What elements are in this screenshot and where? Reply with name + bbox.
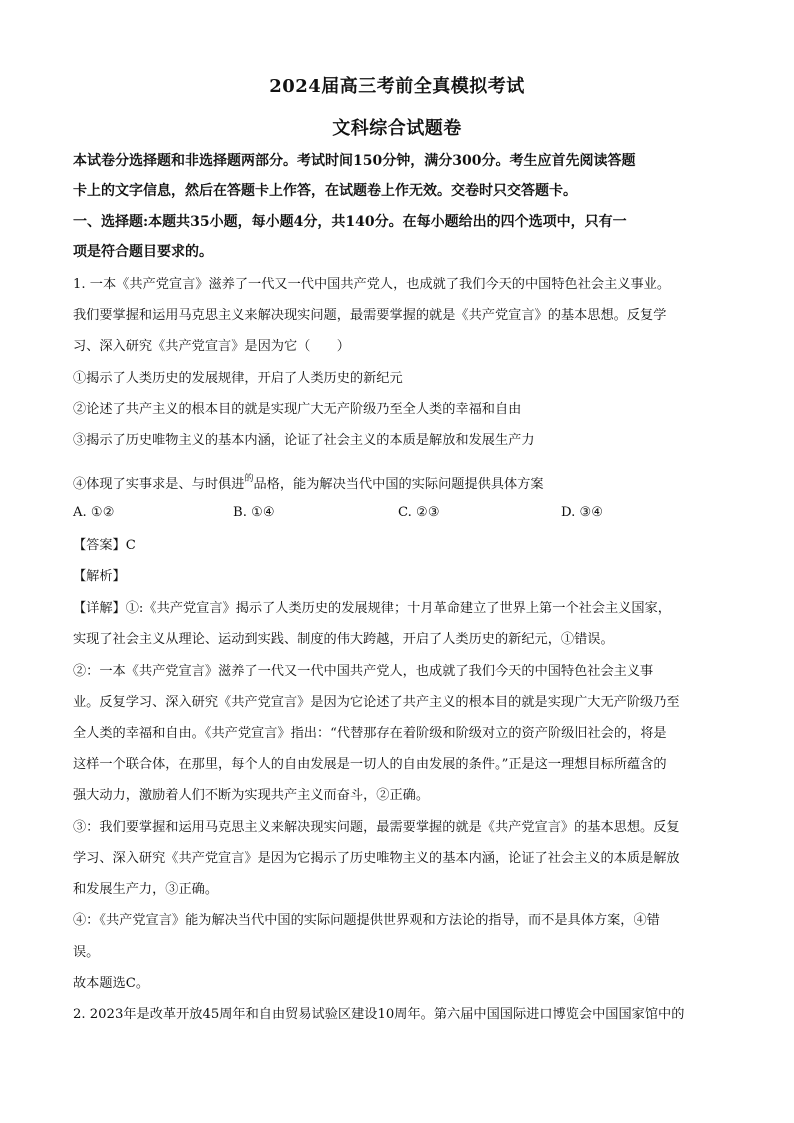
q1-detail-line-6: 这样一个联合体，在那里，每个人的自由发展是一切人的自由发展的条件。”正是这一理想目标所蕴含的	[73, 757, 667, 772]
exam-title: 2024届高三考前全真模拟考试	[269, 76, 525, 97]
q1-detail-line-8: ③：我们要掌握和运用马克思主义来解决现实问题，最需要掌握的就是《共产党宣言》的基本思想。反复	[73, 820, 680, 835]
q1-statement-3: ③揭示了历史唯物主义的基本内涵，论证了社会主义的本质是解放和发展生产力	[73, 433, 535, 448]
q1-detail-line-12: 误。	[73, 945, 100, 960]
detail-text: ①:《共产党宣言》揭示了人类历史的发展规律；十月革命建立了世界上第一个社会主义国家，	[125, 601, 671, 616]
q1-analysis-tag: 【解析】	[73, 569, 126, 584]
q1-detail-line-3: ②：一本《共产党宣言》滋养了一代又一代中国共产党人，也成就了我们今天的中国特色社会主义事	[73, 664, 654, 679]
q1-detail-line-5: 全人类的幸福和自由。《共产党宣言》指出：“代替那存在着阶级和阶级对立的资产阶级旧社会的，将是	[73, 726, 667, 741]
q1-statement-4	[73, 470, 733, 494]
q1-detail-line-2: 实现了社会主义从理论、运动到实践、制度的伟大跨越，开启了人类历史的新纪元，①错误。	[73, 632, 614, 647]
q1-answer	[73, 537, 733, 555]
q1-detail-line-9: 学习、深入研究《共产党宣言》是因为它揭示了历史唯物主义的基本内涵，论证了社会主义的本质是解放	[73, 851, 680, 866]
detail-tag: 【详解】	[73, 601, 126, 616]
q1-detail-line-7: 强大动力，激励着人们不断为实现共产主义而奋斗，②正确。	[73, 788, 430, 803]
q1-stem-line-3: 习、深入研究《共产党宣言》是因为它（ ）	[73, 339, 350, 354]
q1-stem-line-1: 1. 一本《共产党宣言》滋养了一代又一代中国共产党人，也成就了我们今天的中国特色社会主义事业。	[73, 277, 671, 292]
q1-statement-2: ②论述了共产主义的根本目的就是实现广大无产阶级乃至全人类的幸福和自由	[73, 402, 522, 417]
instructions-line-2: 卡上的文字信息，然后在答题卡上作答，在试题卷上作无效。交卷时只交答题卡。	[73, 183, 577, 199]
q1-option-b: B. ①④	[233, 505, 275, 520]
q1-detail-line-1	[73, 600, 733, 618]
q1-statement-4-part-1: ④体现了实事求是、与时俱进	[73, 477, 245, 492]
q1-option-a: A. ①②	[73, 505, 115, 520]
q1-detail-line-11: ④：《共产党宣言》能为解决当代中国的实际问题提供世界观和方法论的指导，而不是具体方案，④错	[73, 913, 660, 928]
q1-statement-4-raised-char: 的	[244, 474, 254, 484]
q1-detail-line-10: 和发展生产力，③正确。	[73, 882, 219, 897]
answer-tag: 【答案】	[73, 538, 126, 553]
instructions-line-1: 本试卷分选择题和非选择题两部分。考试时间150分钟，满分300分。考生应首先阅读答题	[73, 153, 636, 169]
q1-stem-line-2: 我们要掌握和运用马克思主义来解决现实问题，最需要掌握的就是《共产党宣言》的基本思想。反复学	[73, 308, 667, 323]
q1-conclusion: 故本题选C。	[73, 976, 150, 991]
section-heading-line-2: 项是符合题目要求的。	[73, 244, 213, 260]
q1-option-c: C. ②③	[398, 505, 440, 520]
q1-statement-4-part-2: 品格，能为解决当代中国的实际问题提供具体方案	[253, 477, 544, 492]
section-heading-line-1: 一、选择题:本题共35小题，每小题4分，共140分。在每小题给出的四个选项中，只有一	[73, 214, 627, 230]
q1-statement-1: ①揭示了人类历史的发展规律，开启了人类历史的新纪元	[73, 371, 403, 386]
exam-subtitle: 文科综合试题卷	[332, 118, 462, 139]
answer-value: C	[125, 538, 136, 553]
q1-option-d: D. ③④	[561, 505, 604, 520]
q2-stem-line-1: 2. 2023年是改革开放45周年和自由贸易试验区建设10周年。第六届中国国际进口博览会中国国家馆中的	[73, 1007, 685, 1022]
q1-detail-line-4: 业。反复学习、深入研究《共产党宣言》是因为它论述了共产主义的根本目的就是实现广大无产阶级乃至	[73, 695, 680, 710]
